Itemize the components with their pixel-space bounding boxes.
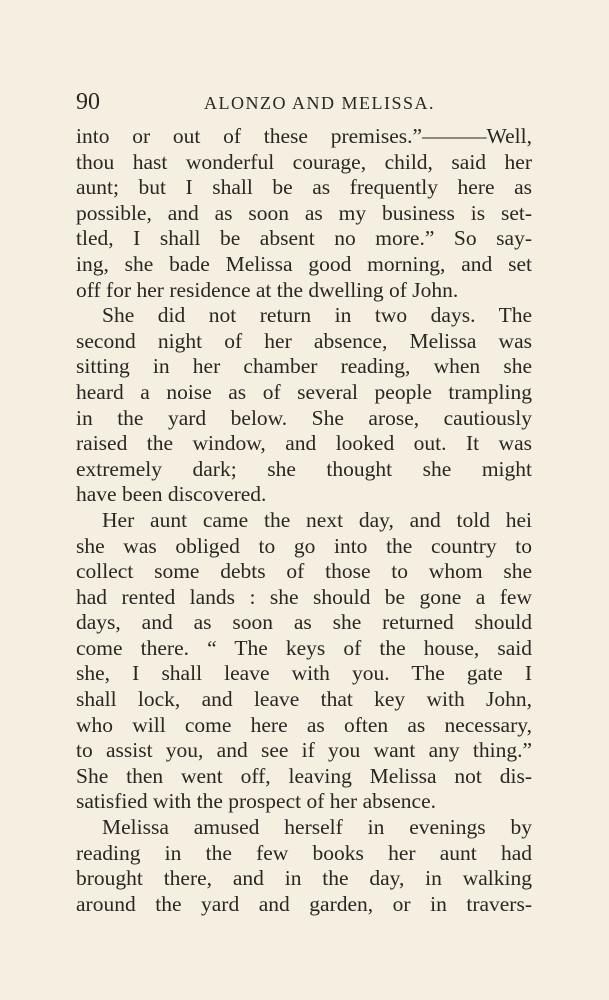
text-line: tled, I shall be absent no more.” So say- (76, 226, 532, 251)
text-line: extremely dark; she thought she might (76, 456, 532, 481)
text-line: raised the window, and looked out. It was (76, 431, 532, 456)
text-line: reading in the few books her aunt had (76, 840, 532, 865)
text-line: she, I shall leave with you. The gate I (76, 661, 532, 686)
text-line: She did not return in two days. The (102, 303, 532, 328)
text-line: Her aunt came the next day, and told hei (102, 507, 532, 532)
text-line: heard a noise as of several people trampling (76, 379, 532, 404)
text-line: around the yard and garden, or in travers- (76, 891, 532, 916)
text-line: Melissa amused herself in evenings by (102, 815, 532, 840)
text-line: off for her residence at the dwelling of John. (76, 277, 459, 302)
text-line: satisfied with the prospect of her absence. (76, 789, 436, 814)
page-header (76, 88, 532, 118)
text-line: in the yard below. She arose, cautiously (76, 405, 532, 430)
text-line: She then went off, leaving Melissa not dis- (76, 763, 532, 788)
text-line: thou hast wonderful courage, child, said her (76, 149, 532, 174)
running-title: ALONZO AND MELISSA. (204, 93, 435, 113)
text-line: who will come here as often as necessary, (76, 712, 532, 737)
text-line: days, and as soon as she returned should (76, 610, 532, 635)
text-line: shall lock, and leave that key with John, (76, 687, 532, 712)
text-line: second night of her absence, Melissa was (76, 328, 532, 353)
text-line: sitting in her chamber reading, when she (76, 354, 532, 379)
text-line: brought there, and in the day, in walking (76, 866, 532, 891)
text-line: collect some debts of those to whom she (76, 559, 532, 584)
text-line: had rented lands : she should be gone a few (76, 584, 532, 609)
text-line: she was obliged to go into the country to (76, 533, 532, 558)
text-line: to assist you, and see if you want any thing.” (76, 738, 532, 763)
text-line: ing, she bade Melissa good morning, and set (76, 251, 532, 276)
text-line: possible, and as soon as my business is set- (76, 200, 532, 225)
text-line: have been discovered. (76, 482, 267, 507)
page-number: 90 (76, 89, 100, 115)
body-text (76, 124, 532, 917)
text-line: aunt; but I shall be as frequently here as (76, 175, 532, 200)
text-line: come there. “ The keys of the house, said (76, 635, 532, 660)
text-line: into or out of these premises.”———Well, (76, 124, 532, 148)
